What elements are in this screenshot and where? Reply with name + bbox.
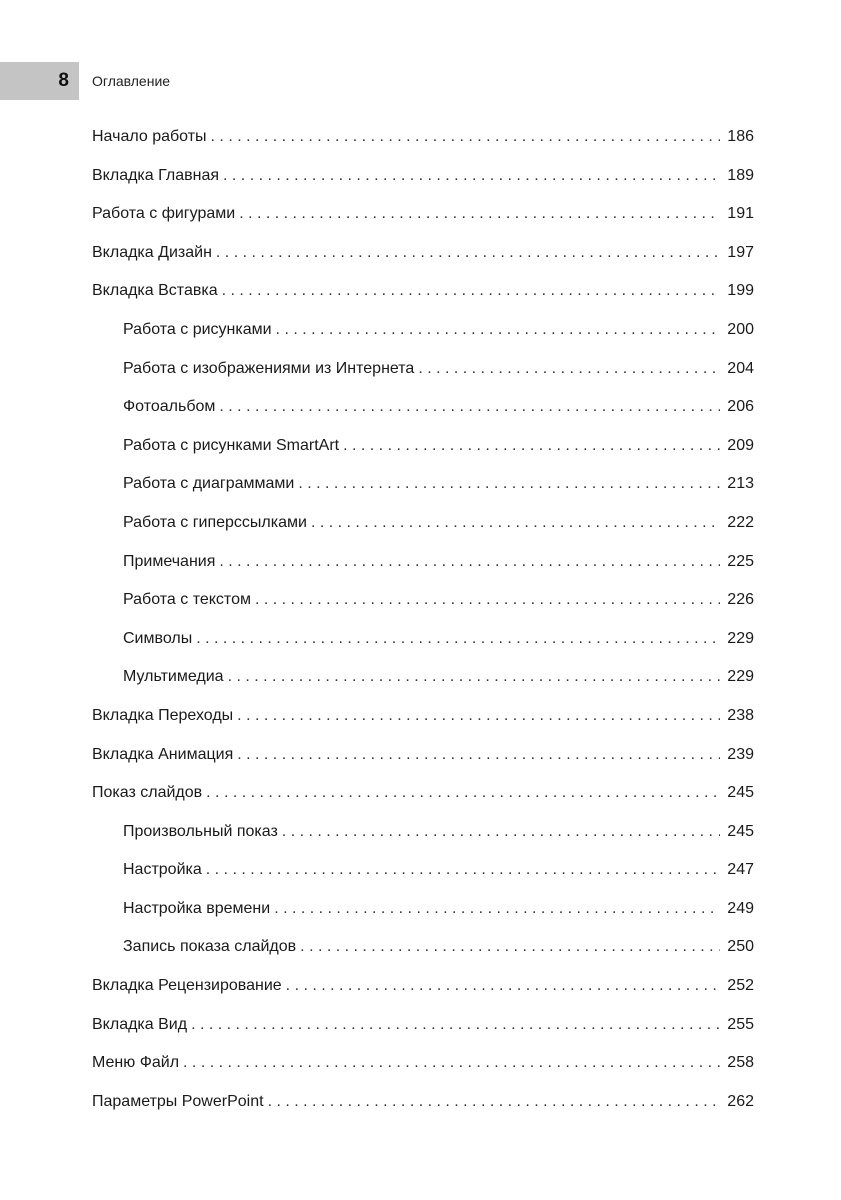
toc-entry-title: Вкладка Вставка — [92, 282, 218, 300]
toc-entry[interactable] — [92, 626, 754, 665]
toc-entry-title: Вкладка Рецензирование — [92, 977, 282, 995]
toc-entry[interactable] — [92, 896, 754, 935]
toc-entry[interactable] — [92, 934, 754, 973]
toc-entry[interactable] — [92, 394, 754, 433]
toc-entry-title: Работа с текстом — [123, 591, 251, 609]
toc-entry[interactable] — [92, 857, 754, 896]
running-header-title: Оглавление — [92, 73, 171, 89]
toc-entry-page-number: 255 — [727, 1015, 754, 1033]
toc-entry-page-number: 226 — [727, 591, 754, 609]
toc-entry-page-number: 250 — [727, 938, 754, 956]
toc-entry-page-number: 206 — [727, 398, 754, 416]
toc-entry[interactable] — [92, 1012, 754, 1051]
toc-entry-page-number: 249 — [727, 899, 754, 917]
toc-entry-title: Примечания — [123, 552, 216, 570]
toc-entry-title: Начало работы — [92, 128, 207, 145]
toc-dot-leader — [274, 896, 720, 922]
toc-dot-leader — [206, 780, 720, 806]
toc-dot-leader — [311, 510, 720, 536]
toc-dot-leader — [223, 163, 720, 189]
toc-dot-leader — [219, 394, 720, 420]
toc-dot-leader — [298, 471, 720, 497]
toc-entry-page-number: 204 — [727, 359, 754, 377]
toc-entry[interactable] — [92, 240, 754, 279]
toc-entry[interactable] — [92, 163, 754, 202]
toc-entry-page-number: 262 — [727, 1092, 754, 1110]
toc-dot-leader — [268, 1089, 720, 1115]
toc-dot-leader — [206, 857, 720, 883]
toc-entry[interactable] — [92, 356, 754, 395]
toc-entry-page-number: 239 — [727, 745, 754, 763]
toc-entry-page-number: 200 — [727, 320, 754, 338]
toc-dot-leader — [222, 278, 720, 304]
toc-entry[interactable] — [92, 587, 754, 626]
toc-entry-title: Произвольный показ — [123, 822, 278, 840]
toc-dot-leader — [300, 934, 720, 960]
toc-entry[interactable] — [92, 433, 754, 472]
toc-entry-title: Фотоальбом — [123, 398, 216, 416]
toc-dot-leader — [237, 703, 720, 729]
toc-dot-leader — [282, 819, 720, 845]
toc-entry-page-number: 229 — [727, 629, 754, 647]
toc-dot-leader — [211, 124, 720, 150]
toc-entry-page-number: 213 — [727, 475, 754, 493]
page-number: 8 — [58, 70, 69, 91]
toc-dot-leader — [191, 1012, 720, 1038]
toc-entry[interactable] — [92, 1050, 754, 1089]
toc-entry-title: Вкладка Дизайн — [92, 243, 212, 261]
toc-entry-page-number: 238 — [727, 706, 754, 724]
toc-dot-leader — [255, 587, 720, 613]
toc-dot-leader — [183, 1050, 720, 1076]
toc-entry[interactable] — [92, 471, 754, 510]
toc-entry-page-number: 225 — [727, 552, 754, 570]
toc-entry[interactable] — [92, 124, 754, 163]
toc-entry-page-number: 247 — [727, 861, 754, 879]
toc-entry-title: Меню Файл — [92, 1054, 180, 1072]
toc-entry-page-number: 245 — [727, 822, 754, 840]
toc-entry-title: Настройка — [123, 861, 202, 879]
toc-entry-page-number: 209 — [727, 436, 754, 454]
toc-dot-leader — [228, 664, 720, 690]
toc-entry-title: Параметры PowerPoint — [92, 1092, 264, 1110]
toc-entry[interactable] — [92, 819, 754, 858]
toc-entry-page-number: 252 — [727, 977, 754, 995]
toc-entry-title: Работа с изображениями из Интернета — [123, 359, 415, 377]
toc-entry[interactable] — [92, 278, 754, 317]
toc-entry-title: Вкладка Переходы — [92, 706, 234, 724]
toc-dot-leader — [343, 433, 720, 459]
toc-entry-page-number: 186 — [727, 128, 754, 145]
toc-entry-title: Работа с рисунками — [123, 320, 272, 338]
toc-entry-title: Работа с рисунками SmartArt — [123, 436, 340, 454]
toc-dot-leader — [276, 317, 720, 343]
toc-entry-title: Символы — [123, 629, 193, 647]
toc-entry[interactable] — [92, 510, 754, 549]
toc-entry-page-number: 229 — [727, 668, 754, 686]
toc-entry-page-number: 191 — [727, 205, 754, 223]
toc-entry-page-number: 197 — [727, 243, 754, 261]
toc-entry[interactable] — [92, 549, 754, 588]
toc-entry-title: Запись показа слайдов — [123, 938, 297, 956]
table-of-contents — [92, 124, 754, 1127]
toc-entry-page-number: 199 — [727, 282, 754, 300]
toc-dot-leader — [219, 549, 720, 575]
toc-entry-page-number: 222 — [727, 513, 754, 531]
toc-entry[interactable] — [92, 664, 754, 703]
toc-entry[interactable] — [92, 1089, 754, 1128]
toc-entry[interactable] — [92, 317, 754, 356]
toc-dot-leader — [239, 201, 720, 227]
toc-entry-page-number: 258 — [727, 1054, 754, 1072]
toc-entry[interactable] — [92, 742, 754, 781]
toc-entry-title: Настройка времени — [123, 899, 271, 917]
page-number-tab — [0, 62, 79, 100]
toc-entry-title: Вкладка Главная — [92, 166, 220, 184]
toc-dot-leader — [216, 240, 720, 266]
toc-entry-title: Работа с гиперссылками — [123, 513, 307, 531]
toc-entry[interactable] — [92, 201, 754, 240]
toc-dot-leader — [286, 973, 720, 999]
toc-entry[interactable] — [92, 973, 754, 1012]
toc-entry[interactable] — [92, 780, 754, 819]
toc-dot-leader — [196, 626, 720, 652]
toc-entry-title: Вкладка Вид — [92, 1015, 188, 1033]
toc-entry-title: Работа с диаграммами — [123, 475, 295, 493]
toc-entry-title: Мультимедиа — [123, 668, 224, 686]
toc-entry-title: Работа с фигурами — [92, 205, 236, 223]
toc-entry-page-number: 245 — [727, 784, 754, 802]
toc-entry[interactable] — [92, 703, 754, 742]
toc-entry-title: Вкладка Анимация — [92, 745, 234, 763]
toc-dot-leader — [237, 742, 720, 768]
toc-entry-page-number: 189 — [727, 166, 754, 184]
toc-entry-title: Показ слайдов — [92, 784, 203, 802]
toc-dot-leader — [418, 356, 720, 382]
